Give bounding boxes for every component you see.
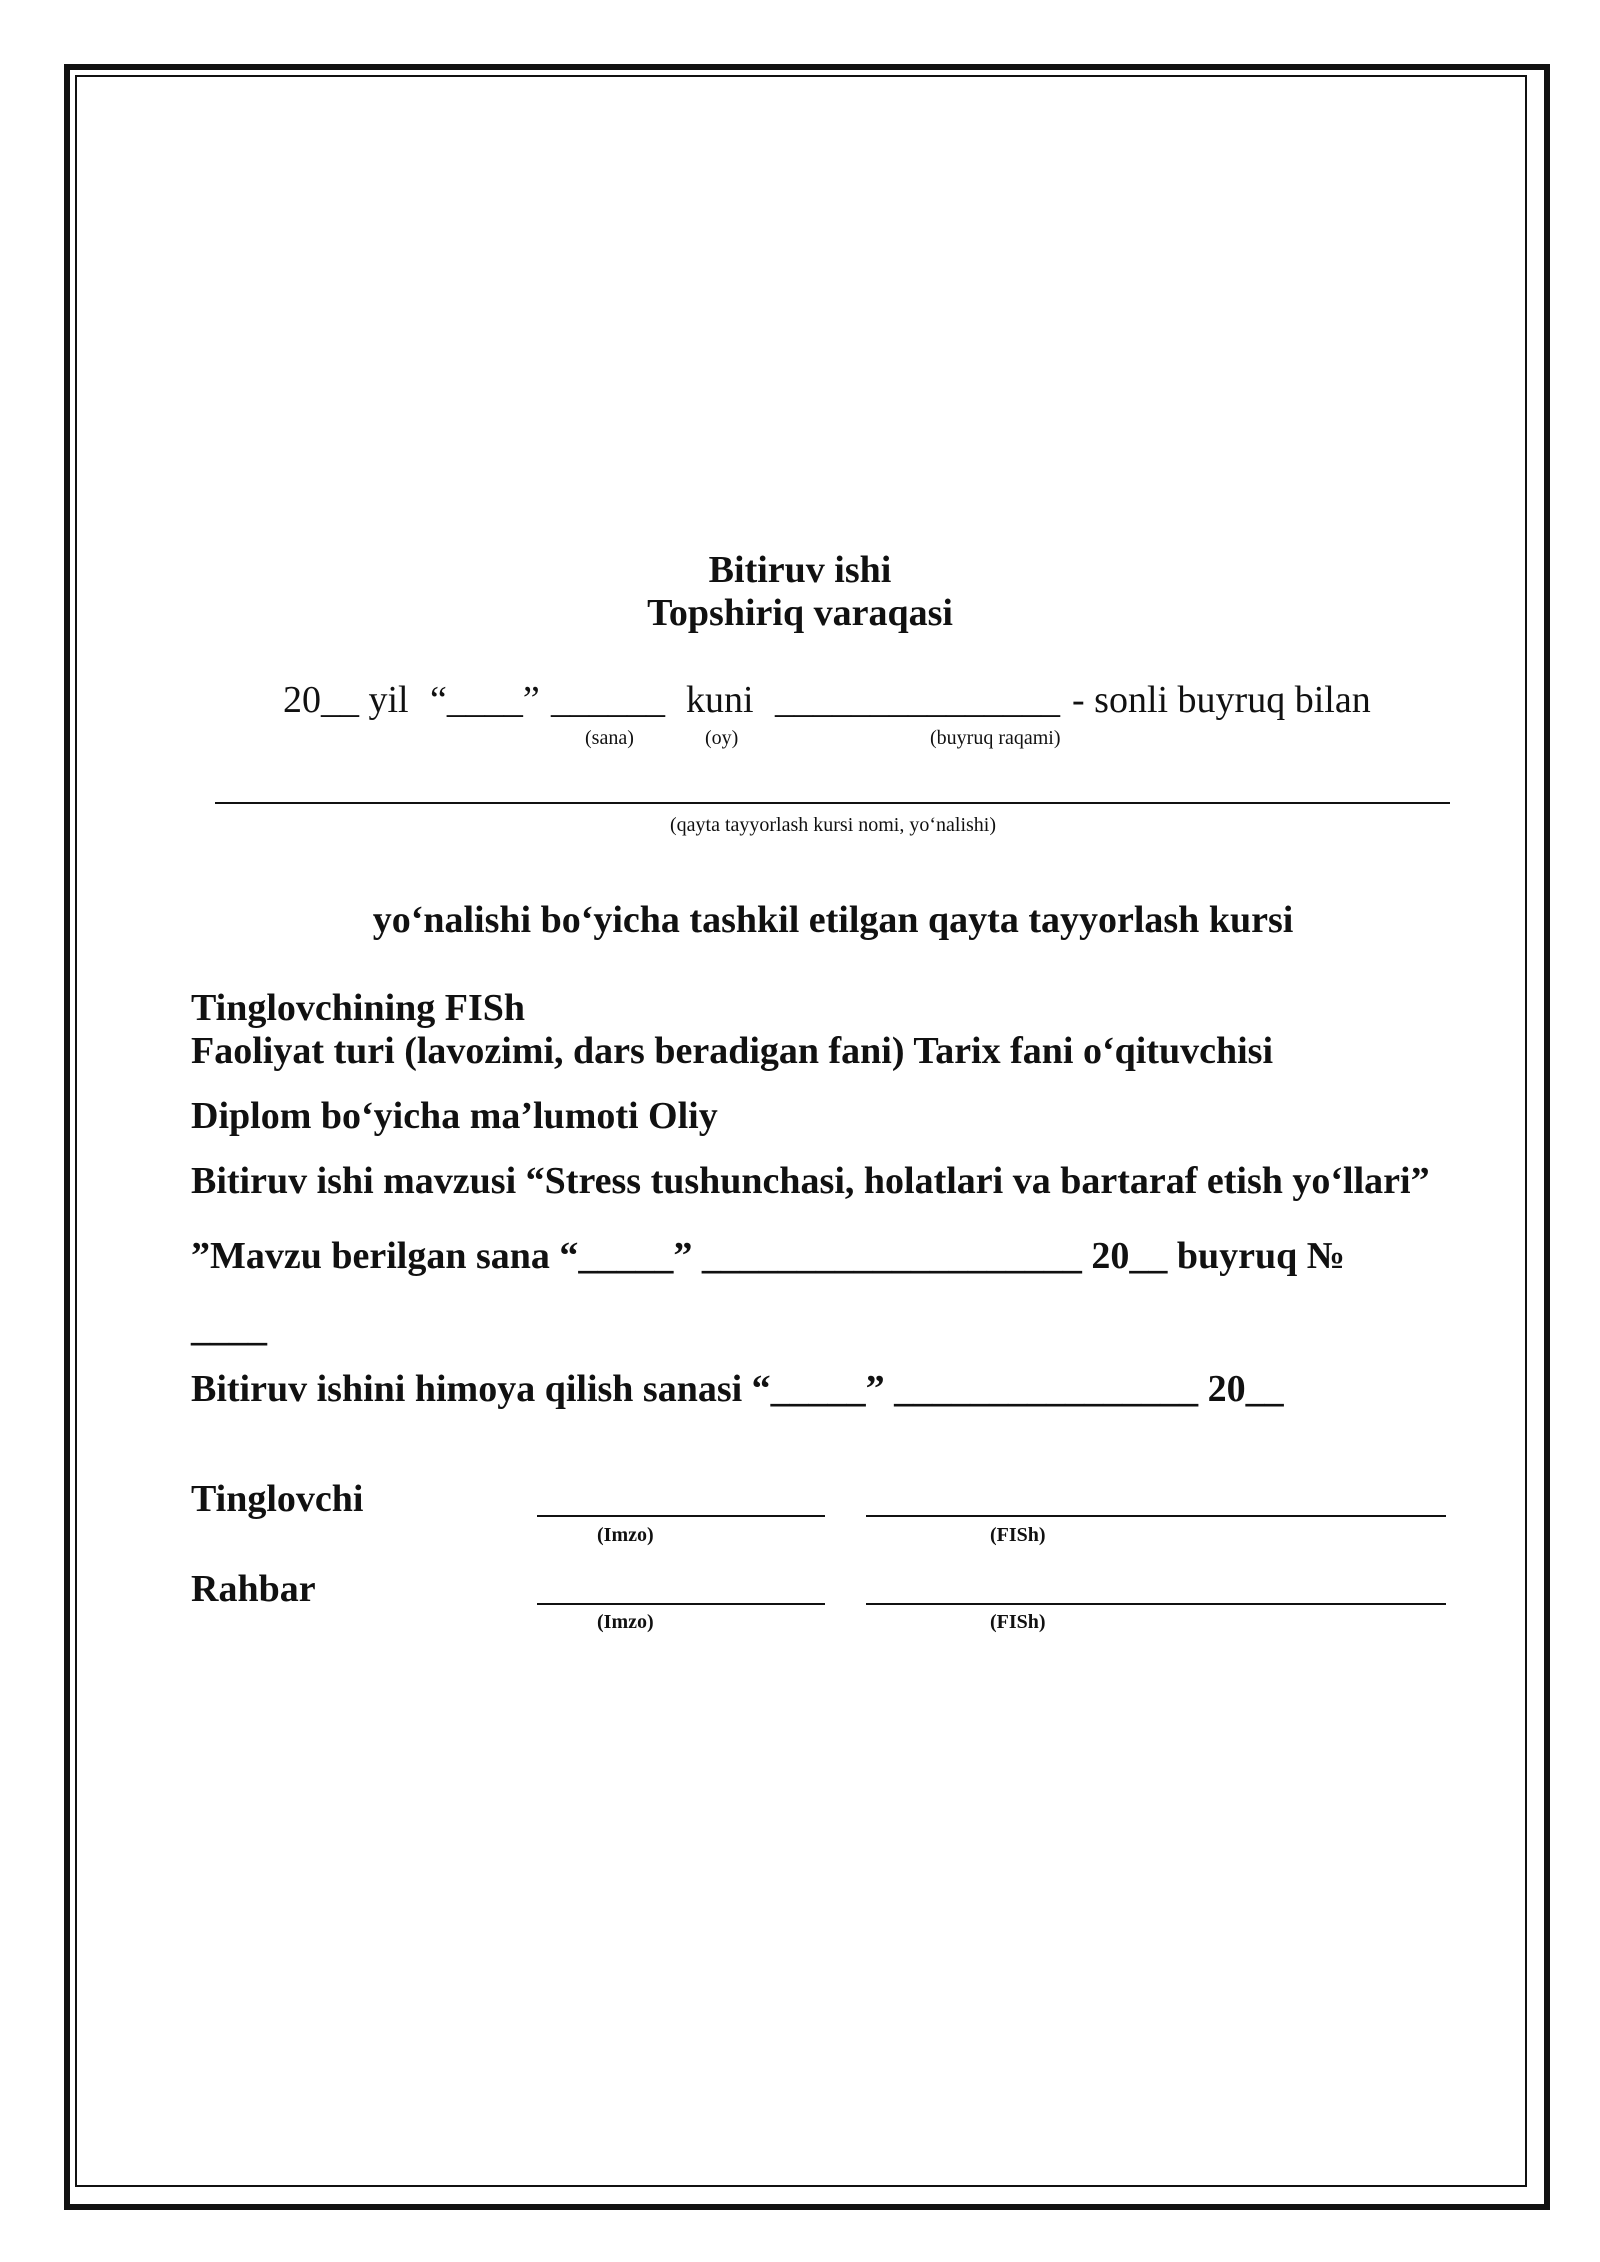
- signature-line-imzo: [537, 1515, 825, 1517]
- signature-caption-imzo: (Imzo): [597, 1611, 654, 1633]
- signature-role-tinglovchi: Tinglovchi: [191, 1478, 364, 1520]
- order-date-blank: “____”: [430, 679, 540, 721]
- course-name-line: [215, 802, 1450, 804]
- signature-line-imzo: [537, 1603, 825, 1605]
- field-listener-name: Tinglovchining FISh: [191, 987, 526, 1029]
- order-year: 20__ yil: [283, 679, 409, 721]
- signature-caption-imzo: (Imzo): [597, 1524, 654, 1546]
- field-topic-given-date-cont: ____: [191, 1307, 267, 1349]
- field-diploma: Diplom bo‘yicha ma’lumoti Oliy: [191, 1095, 718, 1137]
- field-topic: Bitiruv ishi mavzusi “Stress tushunchasi, holatlari va bartaraf etish yo‘llari”: [191, 1160, 1430, 1202]
- signature-caption-fish: (FISh): [990, 1524, 1046, 1546]
- order-tail: - sonli buyruq bilan: [1072, 679, 1371, 721]
- signature-line-fish: [866, 1603, 1446, 1605]
- order-number-blank: _______________: [775, 679, 1060, 721]
- document-subtitle: Topshiriq varaqasi: [647, 592, 953, 634]
- field-topic-given-date: ”Mavzu berilgan sana “_____” ____________________ 20__ buyruq №: [191, 1235, 1345, 1277]
- signature-line-fish: [866, 1515, 1446, 1517]
- order-kuni: kuni: [686, 679, 754, 721]
- signature-role-rahbar: Rahbar: [191, 1568, 316, 1610]
- document-title: Bitiruv ishi: [708, 549, 892, 591]
- caption-oy: (oy): [705, 727, 739, 749]
- field-activity: Faoliyat turi (lavozimi, dars beradigan fani) Tarix fani o‘qituvchisi: [191, 1030, 1273, 1072]
- course-caption: (qayta tayyorlash kursi nomi, yo‘nalishi): [669, 814, 997, 836]
- signature-caption-fish: (FISh): [990, 1611, 1046, 1633]
- field-defense-date: Bitiruv ishini himoya qilish sanasi “_____” ________________ 20__: [191, 1368, 1284, 1410]
- course-heading: yo‘nalishi bo‘yicha tashkil etilgan qayta tayyorlash kursi: [372, 899, 1294, 941]
- order-month-blank: ______: [551, 679, 665, 721]
- caption-sana: (sana): [585, 727, 634, 749]
- caption-buyruq: (buyruq raqami): [930, 727, 1061, 749]
